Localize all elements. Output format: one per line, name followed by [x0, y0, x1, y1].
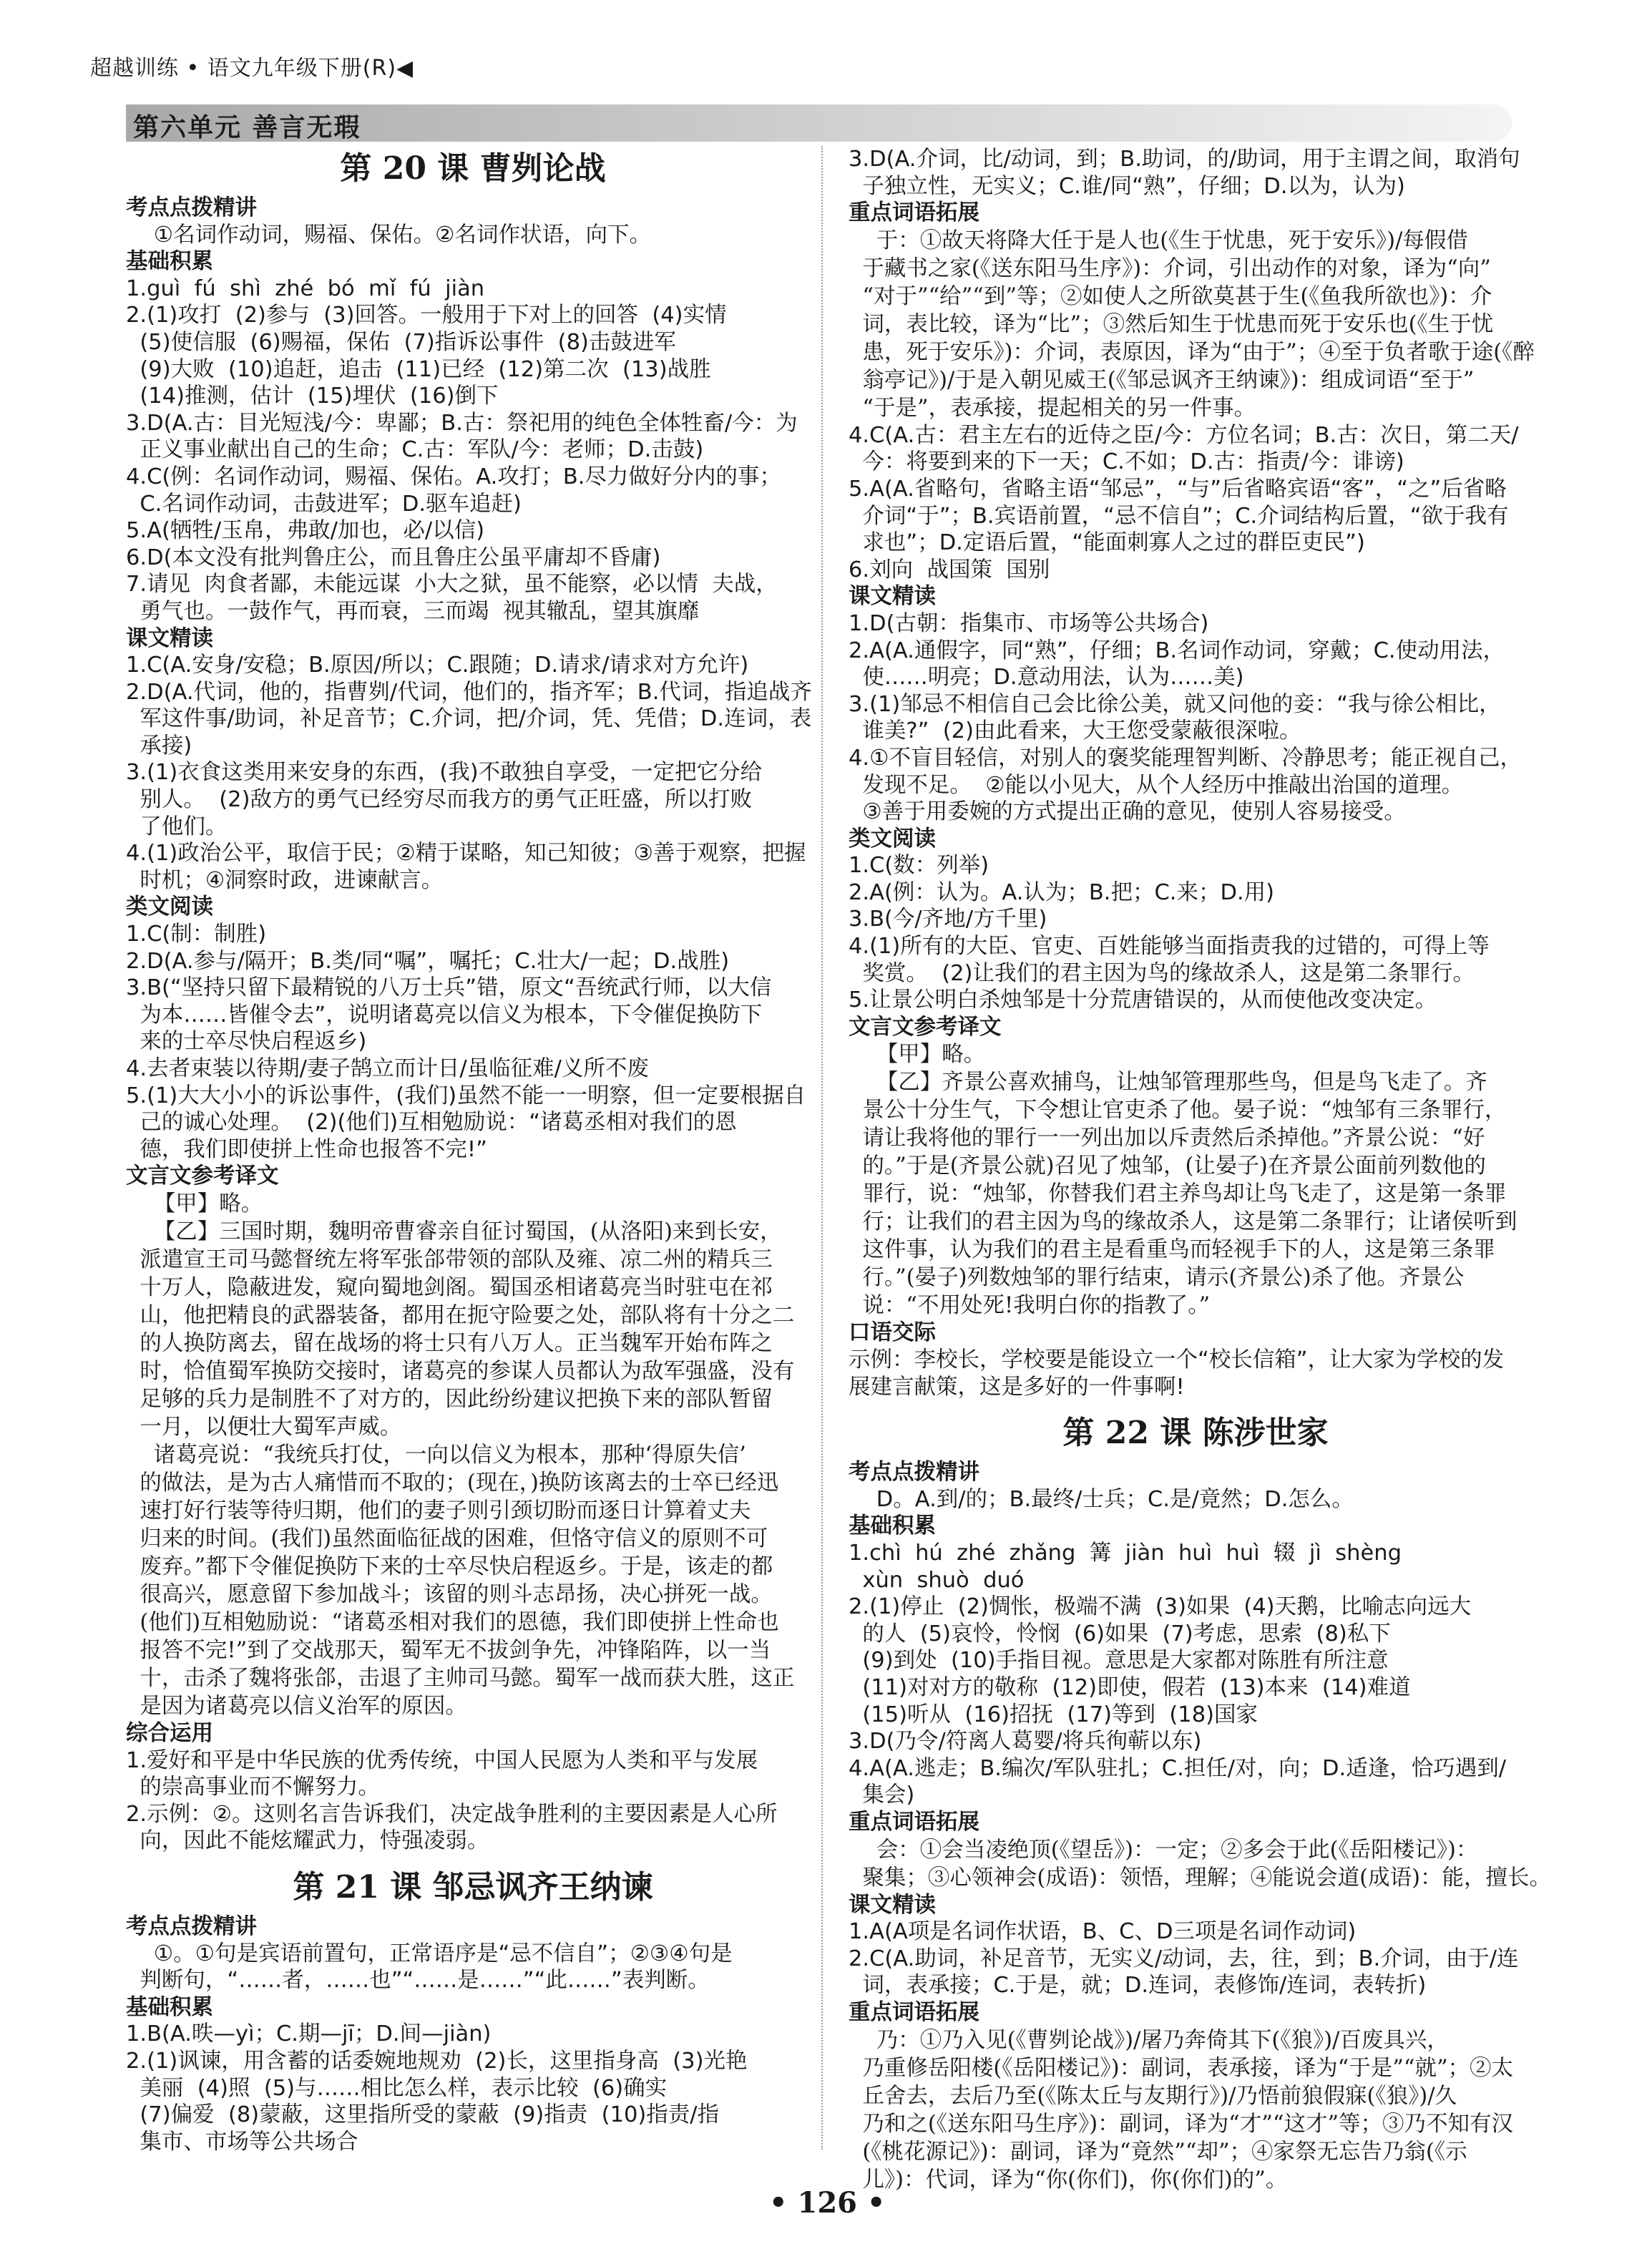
- translation-line: 会：①会当凌绝顶(《望岳》)：一定；②多会于此(《岳阳楼记》)：: [849, 1837, 1478, 1863]
- translation-line: 患，死于安乐》)：介词，表原因，译为“由于”；④至于负者歌于途(《醉: [849, 339, 1535, 365]
- text-line: 美丽 (4)照 (5)与……相比怎么样，表示比较 (6)确实: [126, 2075, 668, 2101]
- translation-line: 聚集；③心领神会(成语)：领悟，理解；④能说会道(成语)：能，擅长。: [849, 1865, 1551, 1891]
- text-line: 1.A(A项是名词作状语，B、C、D三项是名词作动词): [849, 1919, 1357, 1945]
- text-line: 2.示例：②。这则名言告诉我们，决定战争胜利的主要因素是人心所: [126, 1801, 778, 1827]
- translation-line: (《桃花源记》)：副词，译为“竟然”“却”；④家祭无忘告乃翁(《示: [849, 2139, 1467, 2165]
- text-line: 的崇高事业而不懈努力。: [126, 1775, 380, 1800]
- text-line: ①。①句是宾语前置句，正常语序是“忌不信自”；②③④句是: [126, 1941, 733, 1966]
- lesson-title: 第 22 课 陈涉世家: [1062, 1415, 1329, 1452]
- translation-line: 乃重修岳阳楼(《岳阳楼记》)：副词，表承接，译为“于是”“就”；②太: [849, 2055, 1514, 2081]
- text-line: 词，表承接；C.于是，就；D.连词，表修饰/连词，表转折): [849, 1973, 1427, 1999]
- text-line: 1.chì hú zhé zhǎng 篝 jiàn huì huì 辍 jì shèng: [849, 1541, 1402, 1566]
- translation-line: 乃：①乃入见(《曹刿论战》)/屠乃奔倚其下(《狼》)/百废具兴，: [849, 2027, 1449, 2053]
- text-line: 谁美?” (2)由此看来，大王您受蒙蔽很深啦。: [849, 718, 1301, 744]
- text-line: 子独立性，无实义；C.谁/同“熟”，仔细；D.以为，认为): [849, 173, 1405, 199]
- text-line: 3.(1)邹忌不相信自己会比徐公美，就又问他的妾：“我与徐公相比，: [849, 691, 1501, 717]
- text-line: 判断句，“……者，……也”“……是……”“此……”表判断。: [126, 1968, 710, 1994]
- section-heading: 考点点拨精讲: [126, 195, 257, 220]
- text-line: 3.B(今/齐地/方千里): [849, 907, 1047, 932]
- text-line: 介词“于”；B.宾语前置，“忌不信自”；C.介词结构后置，“欲于我有: [849, 503, 1509, 529]
- text-line: 别人。 (2)敌方的勇气已经穷尽而我方的勇气正旺盛，所以打败: [126, 787, 752, 813]
- page-number: • 126 •: [769, 2186, 886, 2220]
- text-line: (9)大败 (10)追赶，追击 (11)已经 (12)第二次 (13)战胜: [126, 356, 711, 382]
- translation-line: 十，击杀了魏将张郃，击退了主帅司马懿。蜀军一战而获大胜，这正: [126, 1665, 795, 1691]
- text-line: 5.(1)大大小小的诉讼事件，(我们)虽然不能一一明察，但一定要根据自: [126, 1083, 806, 1108]
- text-line: 承接): [126, 733, 192, 758]
- text-line: 1.D(古朝：指集市、市场等公共场合): [849, 610, 1209, 636]
- text-line: 今：将要到来的下一天；C.不如；D.古：指责/今：诽谤): [849, 449, 1404, 475]
- translation-line: 是因为诸葛亮以信义治军的原因。: [126, 1693, 467, 1719]
- text-line: 2.(1)攻打 (2)参与 (3)回答。一般用于下对上的回答 (4)实情: [126, 303, 727, 328]
- translation-line: 丘舍去，去后乃至(《陈太丘与友期行》)/乃悟前狼假寐(《狼》)/久: [849, 2083, 1457, 2109]
- text-line: ③善于用委婉的方式提出正确的意见，使别人容易接受。: [849, 799, 1406, 825]
- running-header: 超越训练 • 语文九年级下册(R)◀: [90, 56, 414, 81]
- text-line: 1.C(制：制胜): [126, 922, 267, 947]
- text-line: 集市、市场等公共场合: [126, 2129, 358, 2155]
- translation-line: 报答不完!”到了交战那天，蜀军无不拔剑争先，冲锋陷阵，以一当: [126, 1637, 771, 1663]
- translation-line: 十万人，隐蔽进发，窥向蜀地剑阁。蜀国丞相诸葛亮当时驻屯在祁: [126, 1274, 773, 1300]
- section-heading: 类文阅读: [849, 826, 936, 852]
- translation-line: 说：“不用处死!我明白你的指教了。”: [849, 1293, 1211, 1319]
- translation-line: 词，表比较，译为“比”；③然后知生于忧患而死于安乐也(《生于忧: [849, 311, 1494, 337]
- section-heading: 基础积累: [126, 1994, 213, 2020]
- translation-line: 的人换防离去，留在战场的将士只有八万人。正当魏军开始布阵之: [126, 1330, 773, 1356]
- translation-line: 于：①故天将降大任于是人也(《生于忧患，死于安乐》)/每假借: [849, 228, 1468, 253]
- text-line: (9)到处 (10)手指目视。意思是大家都对陈胜有所注意: [849, 1648, 1389, 1674]
- text-line: 4.A(A.逃走；B.编次/军队驻扎；C.担任/对，向；D.适逢，恰巧遇到/: [849, 1755, 1507, 1781]
- translation-line: 乃和之(《送东阳马生序》)：副词，译为“才”“这才”等；③乃不知有汉: [849, 2111, 1514, 2137]
- text-line: 了他们。: [126, 814, 228, 839]
- translation-line: 罪行，说：“烛邹，你替我们君主养鸟却让鸟飞走了，这是第一条罪: [849, 1181, 1507, 1207]
- translation-line: 废弃。”都下令催促换防下来的士卒尽快启程返乡。于是，该走的都: [126, 1553, 773, 1579]
- text-line: ①名词作动词，赐福、保佑。②名词作状语，向下。: [126, 222, 651, 248]
- translation-line: 山，他把精良的武器装备，都用在扼守险要之处，部队将有十分之二: [126, 1302, 795, 1328]
- translation-line: 行；让我们的君主因为鸟的缘故杀人，这是第二条罪行；让诸侯听到: [849, 1209, 1517, 1235]
- text-line: 2.D(A.代词，他的，指曹刿/代词，他们的，指齐军；B.代词，指追战齐: [126, 679, 812, 705]
- text-line: 1.guì fú shì zhé bó mǐ fú jiàn: [126, 275, 485, 301]
- text-line: 展建言献策，这是多好的一件事啊!: [849, 1374, 1185, 1400]
- unit-title: 第六单元 善言无瑕: [133, 112, 361, 142]
- text-line: 6.D(本文没有批判鲁庄公，而且鲁庄公虽平庸却不昏庸): [126, 545, 661, 570]
- text-line: 来的士卒尽快启程返乡): [126, 1029, 367, 1055]
- translation-line: 【甲】略。: [126, 1191, 263, 1216]
- section-heading: 考点点拨精讲: [849, 1460, 979, 1485]
- text-line: 2.D(A.参与/隔开；B.类/同“嘱”，嘱托；C.壮大/一起；D.战胜): [126, 948, 730, 974]
- section-heading: 综合运用: [126, 1720, 213, 1746]
- section-heading: 基础积累: [849, 1513, 936, 1539]
- text-line: 3.B(“坚持只留下最精锐的八万士兵”错，原文“吾统武行师，以大信: [126, 975, 772, 1001]
- translation-line: 行。”(晏子)列数烛邹的罪行结束，请示(齐景公)杀了他。齐景公: [849, 1265, 1465, 1291]
- text-line: 2.(1)停止 (2)惆怅，极端不满 (3)如果 (4)天鹅，比喻志向远大: [849, 1594, 1472, 1620]
- lesson-title: 第 21 课 邹忌讽齐王纳谏: [293, 1868, 653, 1906]
- section-heading: 课文精读: [126, 625, 213, 651]
- section-heading: 课文精读: [849, 1892, 936, 1918]
- section-heading: 文言文参考译文: [126, 1163, 279, 1189]
- text-line: 1.C(A.安身/安稳；B.原因/所以；C.跟随；D.请求/请求对方允许): [126, 653, 749, 678]
- text-line: 军这件事/助词，补足音节；C.介词，把/介词，凭、凭借；D.连词，表: [126, 706, 812, 732]
- section-heading: 文言文参考译文: [849, 1014, 1002, 1040]
- translation-line: 【乙】齐景公喜欢捕鸟，让烛邹管理那些鸟，但是鸟飞走了。齐: [849, 1070, 1487, 1096]
- text-line: 1.B(A.昳—yì；C.期—jī；D.间—jiàn): [126, 2021, 492, 2047]
- text-line: 示例：李校长，学校要是能设立一个“校长信箱”，让大家为学校的发: [849, 1347, 1505, 1373]
- text-line: xùn shuò duó: [849, 1567, 1025, 1593]
- text-line: C.名词作动词，击鼓进军；D.驱车追赶): [126, 491, 522, 517]
- text-line: (5)使信服 (6)赐福，保佑 (7)指诉讼事件 (8)击鼓进军: [126, 329, 676, 355]
- translation-line: 诸葛亮说：“我统兵打仗，一向以信义为根本，那种‘得原失信’: [126, 1442, 746, 1468]
- translation-line: 儿》)：代词，译为“你(你们)，你(你们)的”。: [849, 2167, 1288, 2192]
- text-line: 4.(1)所有的大臣、官吏、百姓能够当面指责我的过错的，可得上等: [849, 934, 1490, 960]
- text-line: 7.请见 肉食者鄙，未能远谋 小大之狱，虽不能察，必以情 夫战，: [126, 572, 778, 597]
- text-line: 时机；④洞察时政，进谏献言。: [126, 867, 444, 893]
- text-line: 2.C(A.助词，补足音节，无实义/动词，去，往，到；B.介词，由于/连: [849, 1946, 1519, 1971]
- text-line: 2.A(A.通假字，同“熟”，仔细；B.名词作动词，穿戴；C.使动用法，: [849, 638, 1505, 663]
- section-heading: 基础积累: [126, 249, 213, 275]
- text-line: 勇气也。一鼓作气，再而衰，三而竭 视其辙乱，望其旗靡: [126, 598, 700, 624]
- text-line: 3.D(乃令/符离人葛婴/将兵徇蕲以东): [849, 1729, 1202, 1755]
- translation-line: 的做法，是为古人痛惜而不取的；(现在，)换防该离去的士卒已经迅: [126, 1470, 779, 1496]
- text-line: 3.D(A.古：目光短浅/今：卑鄙；B.古：祭祀用的纯色全体牲畜/今：为: [126, 410, 798, 436]
- text-line: 1.爱好和平是中华民族的优秀传统，中国人民愿为人类和平与发展: [126, 1747, 758, 1773]
- text-line: 己的诚心处理。 (2)(他们)互相勉励说：“诸葛丞相对我们的恩: [126, 1110, 737, 1136]
- text-line: 正义事业献出自己的生命；C.古：军队/今：老师；D.击鼓): [126, 437, 704, 463]
- lesson-title: 第 20 课 曹刿论战: [340, 150, 606, 187]
- translation-line: 【乙】三国时期，魏明帝曹睿亲自征讨蜀国，(从洛阳)来到长安，: [126, 1219, 782, 1244]
- text-line: 奖赏。 (2)让我们的君主因为鸟的缘故杀人，这是第二条罪行。: [849, 960, 1475, 986]
- column-divider: [821, 146, 823, 2150]
- text-line: 向，因此不能炫耀武力，恃强凌弱。: [126, 1828, 489, 1854]
- translation-line: 派遣宣王司马懿督统左将军张郃带领的部队及雍、凉二州的精兵三: [126, 1247, 773, 1272]
- text-line: 的人 (5)哀怜，怜悯 (6)如果 (7)考虑，思索 (8)私下: [849, 1621, 1391, 1646]
- translation-line: 这件事，认为我们的君主是看重鸟而轻视手下的人，这是第三条罪: [849, 1237, 1495, 1263]
- text-line: 德，我们即使拼上性命也报答不完!”: [126, 1136, 487, 1162]
- text-line: 求也”；D.定语后置，“能面刺寡人之过的群臣吏民”): [849, 530, 1365, 556]
- section-heading: 重点词语拓展: [849, 1999, 979, 2025]
- translation-line: 【甲】略。: [849, 1042, 986, 1068]
- text-line: (15)听从 (16)招抚 (17)等到 (18)国家: [849, 1702, 1258, 1727]
- text-line: 使……明亮；D.意动用法，认为……美): [849, 665, 1244, 691]
- text-line: 4.C(A.古：君主左右的近侍之臣/今：方位名词；B.古：次日，第二天/: [849, 422, 1519, 448]
- text-line: (11)对对方的敬称 (12)即使，假若 (13)本来 (14)难道: [849, 1674, 1411, 1700]
- section-heading: 课文精读: [849, 584, 936, 610]
- translation-line: 足够的兵力是制胜不了对方的，因此纷纷建议把换下来的部队暂留: [126, 1386, 773, 1412]
- text-line: 5.A(牺牲/玉帛，弗敢/加也，必/以信): [126, 518, 485, 544]
- text-line: 集会): [849, 1782, 915, 1808]
- section-heading: 重点词语拓展: [849, 1809, 979, 1835]
- text-line: (14)推测，估计 (15)埋伏 (16)倒下: [126, 384, 499, 409]
- left-column: [126, 146, 820, 2155]
- section-heading: 重点词语拓展: [849, 200, 979, 226]
- text-line: 为本……皆催令去”，说明诸葛亮以信义为根本，下令催促换防下: [126, 1002, 763, 1028]
- text-line: 3.D(A.介词，比/动词，到；B.助词，的/助词，用于主谓之间，取消句: [849, 147, 1520, 172]
- translation-line: 景公十分生气，下令想让官吏杀了他。晏子说：“烛邹有三条罪行，: [849, 1098, 1507, 1123]
- translation-line: 速打好行装等待归期，他们的妻子则引颈切盼而逐日计算着丈夫: [126, 1498, 751, 1523]
- text-line: 4.C(例：名词作动词，赐福、保佑。A.攻打；B.尽力做好分内的事；: [126, 464, 781, 489]
- right-column: [849, 146, 1551, 2194]
- section-heading: 考点点拨精讲: [126, 1913, 257, 1939]
- translation-line: 的。”于是(齐景公就)召见了烛邹，(让晏子)在齐景公面前列数他的: [849, 1153, 1486, 1179]
- translation-line: 时，恰值蜀军换防交接时，诸葛亮的参谋人员都认为敌军强盛，没有: [126, 1358, 795, 1384]
- text-line: 5.A(A.省略句，省略主语“邹忌”，“与”后省略宾语“客”，“之”后省略: [849, 476, 1507, 502]
- translation-line: 于藏书之家(《送东阳马生序》)：介词，引出动作的对象，译为“向”: [849, 255, 1491, 281]
- translation-line: 很高兴，愿意留下参加战斗；该留的则斗志昂扬，决心拼死一战。: [126, 1581, 773, 1607]
- translation-line: “于是”，表承接，提起相关的另一件事。: [849, 395, 1256, 421]
- text-line: D。A.到/的；B.最终/士兵；C.是/竟然；D.怎么。: [849, 1486, 1354, 1512]
- text-line: 1.C(数：列举): [849, 853, 989, 879]
- translation-line: 请让我将他的罪行一一列出加以斥责然后杀掉他。”齐景公说：“好: [849, 1126, 1485, 1151]
- text-line: 4.①不盲目轻信，对别人的褒奖能理智判断、冷静思考；能正视自己，: [849, 745, 1522, 771]
- text-line: 2.A(例：认为。A.认为；B.把；C.来；D.用): [849, 879, 1275, 905]
- translation-line: (他们)互相勉励说：“诸葛丞相对我们的恩德，我们即使拼上性命也: [126, 1609, 779, 1635]
- translation-line: 一月，以便壮大蜀军声威。: [126, 1414, 402, 1440]
- translation-line: 翁亭记》)/于是入朝见威王(《邹忌讽齐王纳谏》)：组成词语“至于”: [849, 367, 1475, 393]
- translation-line: 归来的时间。(我们)虽然面临征战的困难，但恪守信义的原则不可: [126, 1526, 768, 1551]
- text-line: 4.去者束装以待期/妻子鹄立而计日/虽临征难/义所不废: [126, 1056, 649, 1081]
- text-line: 5.让景公明白杀烛邹是十分荒唐错误的，从而使他改变决定。: [849, 987, 1437, 1013]
- text-line: 6.刘向 战国策 国别: [849, 557, 1050, 582]
- text-line: 3.(1)衣食这类用来安身的东西，(我)不敢独自享受，一定把它分给: [126, 760, 763, 786]
- section-heading: 类文阅读: [126, 894, 213, 920]
- translation-line: “对于”“给”“到”等；②如使人之所欲莫甚于生(《鱼我所欲也》)：介: [849, 283, 1492, 309]
- text-line: 发现不足。 ②能以小见大，从个人经历中推敲出治国的道理。: [849, 772, 1464, 798]
- text-line: 4.(1)政治公平，取信于民；②精于谋略，知己知彼；③善于观察，把握: [126, 841, 806, 867]
- text-line: 2.(1)讽谏，用含蓄的话委婉地规劝 (2)长，这里指身高 (3)光艳: [126, 2048, 748, 2074]
- text-line: (7)偏爱 (8)蒙蔽，这里指所受的蒙蔽 (9)指责 (10)指责/指: [126, 2102, 720, 2128]
- section-heading: 口语交际: [849, 1320, 936, 1346]
